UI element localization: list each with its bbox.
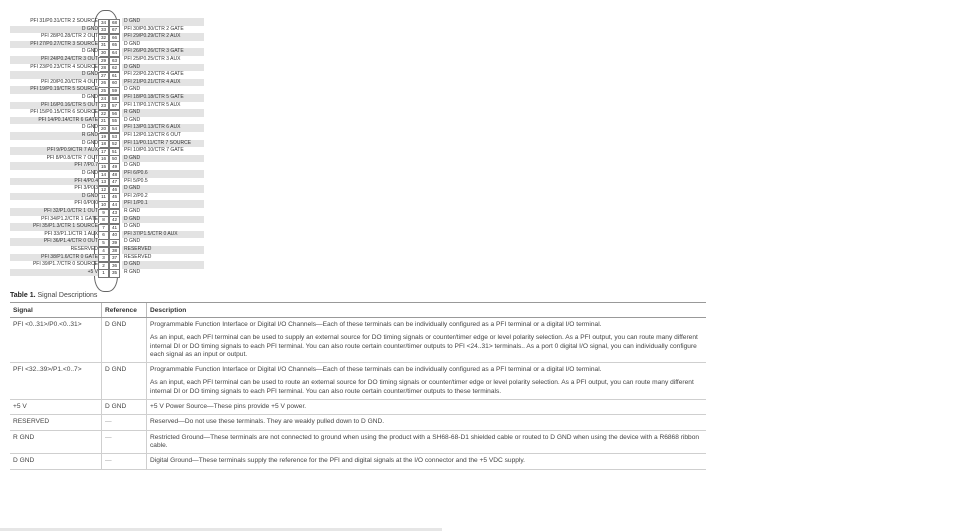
signal-cell: D GND — [10, 454, 102, 469]
pin-number-left: 15 — [98, 163, 109, 171]
pin-label-right: PFI 21/P0.21/CTR 4 AUX — [122, 79, 204, 87]
pin-label-left: D GND — [10, 26, 100, 34]
pin-label-right: PFI 37/P1.5/CTR 0 AUX — [122, 231, 204, 239]
pin-label-left: PFI 28/P0.28/CTR 2 OUT — [41, 33, 98, 40]
pin-label-right: R GND — [124, 268, 141, 275]
pin-number-left: 17 — [98, 148, 109, 156]
pin-row — [10, 216, 210, 224]
pin-label-left: PFI 4/P0.4 — [10, 178, 100, 186]
table-caption-number: Table 1. — [10, 292, 36, 299]
pin-number-right: 57 — [109, 102, 120, 110]
pin-number-right: 39 — [109, 239, 120, 247]
pin-number-left: 2 — [98, 262, 109, 270]
pin-label-right: D GND — [124, 86, 141, 93]
pin-label-left: D GND — [81, 170, 98, 176]
pin-row — [10, 147, 210, 155]
pin-row — [10, 185, 210, 193]
pin-number-left: 7 — [98, 224, 109, 232]
pin-label-right: PFI 22/P0.22/CTR 4 GATE — [124, 71, 184, 78]
pin-row — [10, 94, 210, 102]
pin-label-right: D GND — [124, 223, 141, 230]
pin-label-left: D GND — [10, 193, 100, 201]
pin-label-right: D GND — [122, 216, 204, 224]
pin-label-right: PFI 25/P0.25/CTR 3 AUX — [124, 56, 181, 62]
pin-label-right: R GND — [124, 208, 141, 214]
header-reference: Reference — [102, 303, 147, 318]
reference-cell: D GND — [102, 363, 147, 400]
pin-label-left: PFI 20/P0.20/CTR 4 OUT — [41, 78, 98, 85]
pin-row — [10, 102, 210, 110]
pin-number-left: 22 — [98, 110, 109, 118]
pin-number-right: 68 — [109, 19, 120, 27]
pin-number-right: 36 — [109, 262, 120, 270]
pin-number-right: 61 — [109, 72, 120, 80]
pin-row — [10, 64, 210, 72]
pin-number-left: 20 — [98, 125, 109, 133]
pin-number-left: 24 — [98, 95, 109, 103]
pin-number-left: 8 — [98, 216, 109, 224]
pin-row — [10, 79, 210, 87]
pin-number-right: 63 — [109, 57, 120, 65]
table-row — [10, 400, 706, 415]
description-paragraph: As an input, each PFI terminal can be used to route an external source for DO timing signals or counter/timer edge or level polarity selection. As a PFI output, you can route many different internal DI or DO timing signals to each PFI terminal. You can also route certain counter/timer outputs to these terminals. — [150, 379, 694, 395]
description-cell — [147, 318, 707, 363]
description-cell — [147, 430, 707, 454]
pin-label-left: D GND — [81, 48, 98, 55]
horizontal-scrollbar[interactable] — [0, 528, 442, 531]
pin-label-left: PFI 23/P0.23/CTR 4 SOURCE — [30, 63, 98, 70]
pin-number-right: 44 — [109, 201, 120, 209]
pin-label-left: PFI 32/P1.0/CTR 1 OUT — [10, 208, 100, 216]
pin-label-right: PFI 26/P0.26/CTR 3 GATE — [122, 48, 204, 56]
pin-label-right: D GND — [122, 155, 204, 163]
pin-label-right: D GND — [124, 40, 141, 47]
pin-number-left: 29 — [98, 57, 109, 65]
pin-row — [10, 208, 210, 216]
pin-label-left: D GND — [10, 71, 100, 79]
table-row — [10, 363, 706, 400]
pin-label-right: PFI 13/P0.13/CTR 6 AUX — [122, 124, 204, 132]
pin-number-left: 12 — [98, 186, 109, 194]
description-paragraph: Reserved—Do not use these terminals. They are weakly pulled down to D GND. — [150, 418, 385, 426]
pin-row — [10, 170, 210, 178]
pin-label-left: RESERVED — [70, 246, 98, 252]
pin-number-left: 30 — [98, 49, 109, 57]
description-cell — [147, 454, 707, 469]
table-body — [10, 318, 706, 470]
pin-label-left: PFI 19/P0.19/CTR 5 SOURCE — [10, 86, 100, 94]
pin-number-left: 19 — [98, 133, 109, 141]
pin-label-right: D GND — [122, 18, 204, 26]
pin-number-left: 26 — [98, 79, 109, 87]
pin-number-right: 38 — [109, 247, 120, 255]
signal-cell: PFI <32..39>/P1.<0..7> — [10, 363, 102, 400]
pin-row — [10, 269, 210, 277]
pin-label-right: PFI 2/P0.2 — [124, 192, 148, 199]
pin-label-left: D GND — [81, 139, 98, 146]
pin-row — [10, 26, 210, 34]
reference-cell: — — [102, 430, 147, 454]
pin-number-left: 1 — [98, 269, 109, 277]
pin-label-left: +5 V — [10, 269, 100, 277]
pin-label-left: PFI 36/P1.4/CTR 0 OUT — [10, 238, 100, 246]
pin-number-left: 32 — [98, 34, 109, 42]
reference-cell: D GND — [102, 400, 147, 415]
pin-number-right: 65 — [109, 41, 120, 49]
pin-row — [10, 231, 210, 239]
pin-label-left: PFI 9/P0.9/CTR 7 AUX — [10, 147, 100, 155]
reference-cell: — — [102, 454, 147, 469]
pin-number-right: 45 — [109, 193, 120, 201]
pin-number-left: 18 — [98, 140, 109, 148]
pin-label-right: D GND — [122, 185, 204, 193]
pin-number-right: 58 — [109, 95, 120, 103]
pin-label-right: RESERVED — [124, 253, 152, 260]
pin-label-left: PFI 38/P1.6/CTR 0 GATE — [10, 254, 100, 262]
pin-label-left: PFI 8/P0.8/CTR 7 OUT — [46, 154, 98, 161]
pin-label-left: PFI 35/P1.3/CTR 1 SOURCE — [10, 223, 100, 231]
pin-number-left: 5 — [98, 239, 109, 247]
signal-cell: RESERVED — [10, 415, 102, 430]
table-row — [10, 454, 706, 469]
pin-label-right: PFI 12/P0.12/CTR 6 OUT — [124, 132, 181, 138]
pin-number-right: 56 — [109, 110, 120, 118]
pin-label-left: D GND — [81, 94, 98, 100]
pin-row — [10, 33, 210, 41]
pin-label-left: PFI 16/P0.16/CTR 5 OUT — [10, 102, 100, 110]
pin-label-right: PFI 1/P0.1 — [122, 200, 204, 208]
pin-label-left: PFI 31/P0.31/CTR 2 SOURCE — [30, 18, 98, 24]
signal-cell: R GND — [10, 430, 102, 454]
pin-row — [10, 124, 210, 132]
pin-row — [10, 178, 210, 186]
pin-number-right: 41 — [109, 224, 120, 232]
pin-number-left: 27 — [98, 72, 109, 80]
pin-row — [10, 109, 210, 117]
header-description: Description — [147, 303, 707, 318]
pin-label-right: PFI 18/P0.18/CTR 5 GATE — [122, 94, 204, 102]
pin-row — [10, 140, 210, 148]
pin-number-right: 60 — [109, 79, 120, 87]
pin-row — [10, 117, 210, 125]
pin-label-left: D GND — [81, 124, 98, 131]
pin-number-left: 21 — [98, 117, 109, 125]
description-paragraph: As an input, each PFI terminal can be used to supply an external source for DO timing signals or counter/timer edge or level polarity selection. As a PFI output, you can route many different internal DI or DO timing signals to each PFI terminal. You can also route certain counter/timer outputs to PFI <24..31> terminals.. As a port 0 digital I/O signal, you can individually configure each signal as an input or output. — [150, 334, 698, 358]
pin-label-left: PFI 14/P0.14/CTR 6 GATE — [10, 117, 100, 125]
pin-number-left: 34 — [98, 19, 109, 27]
pin-row — [10, 48, 210, 56]
description-cell — [147, 415, 707, 430]
pin-row — [10, 86, 210, 94]
pin-number-left: 9 — [98, 209, 109, 217]
pin-number-right: 50 — [109, 155, 120, 163]
pin-row — [10, 246, 210, 254]
description-cell — [147, 400, 707, 415]
pin-row — [10, 56, 210, 64]
pin-number-right: 52 — [109, 140, 120, 148]
description-cell — [147, 363, 707, 400]
pin-label-right: R GND — [122, 109, 204, 117]
pin-number-right: 54 — [109, 125, 120, 133]
table-caption-text: Signal Descriptions — [37, 292, 98, 299]
description-paragraph: Restricted Ground—These terminals are not connected to ground when using the product with a SH68-68-D1 shielded cable or routed to D GND when using the device with a R6868 ribbon cable. — [150, 433, 700, 449]
pin-label-left: PFI 33/P1.1/CTR 1 AUX — [44, 230, 98, 237]
table-row — [10, 430, 706, 454]
pin-number-right: 37 — [109, 254, 120, 262]
pin-number-left: 31 — [98, 41, 109, 49]
pin-label-right: PFI 6/P0.6 — [122, 170, 204, 178]
pin-number-right: 67 — [109, 26, 120, 34]
pin-row — [10, 71, 210, 79]
pin-number-left: 23 — [98, 102, 109, 110]
pin-label-right: D GND — [124, 116, 141, 123]
header-signal: Signal — [10, 303, 102, 318]
pin-row — [10, 238, 210, 246]
connector-pinout-diagram — [10, 18, 210, 288]
pin-number-left: 13 — [98, 178, 109, 186]
table-row — [10, 318, 706, 363]
pin-number-left: 3 — [98, 254, 109, 262]
table-row — [10, 415, 706, 430]
pin-number-right: 64 — [109, 49, 120, 57]
reference-cell: D GND — [102, 318, 147, 363]
pin-label-right: D GND — [122, 64, 204, 72]
pin-row — [10, 223, 210, 231]
table-header-row — [10, 303, 706, 318]
pin-row — [10, 261, 210, 269]
pin-number-right: 46 — [109, 186, 120, 194]
pin-number-right: 51 — [109, 148, 120, 156]
description-paragraph: Digital Ground—These terminals supply the reference for the PFI and digital signals at the I/O connector and the +5 VDC supply. — [150, 457, 526, 465]
pin-label-left: PFI 15/P0.15/CTR 6 SOURCE — [30, 109, 98, 116]
pin-label-right: RESERVED — [122, 246, 204, 254]
pin-label-left: R GND — [10, 132, 100, 140]
pin-number-left: 10 — [98, 201, 109, 209]
pin-number-right: 40 — [109, 231, 120, 239]
pin-row — [10, 193, 210, 201]
description-paragraph: Programmable Function Interface or Digital I/O Channels—Each of these terminals can be individually configured as a PFI terminal or a digital I/O terminal. — [150, 366, 602, 374]
pin-number-left: 33 — [98, 26, 109, 34]
description-paragraph: +5 V Power Source—These pins provide +5 V power. — [150, 403, 307, 411]
pin-number-right: 53 — [109, 133, 120, 141]
pin-row — [10, 162, 210, 170]
pin-label-right: PFI 5/P0.5 — [124, 177, 148, 184]
pin-row — [10, 41, 210, 49]
pin-label-right: D GND — [124, 162, 141, 169]
pin-label-left: PFI 3/P0.3 — [74, 185, 98, 192]
pin-label-left: PFI 7/P0.7 — [10, 162, 100, 170]
table-caption — [10, 292, 97, 299]
pin-number-right: 42 — [109, 216, 120, 224]
pin-number-right: 49 — [109, 163, 120, 171]
signal-descriptions-table — [10, 302, 706, 470]
pin-number-right: 59 — [109, 87, 120, 95]
pin-number-left: 14 — [98, 171, 109, 179]
pin-label-right: PFI 29/P0.29/CTR 2 AUX — [122, 33, 204, 41]
pin-label-left: PFI 24/P0.24/CTR 3 OUT — [10, 56, 100, 64]
pin-number-left: 4 — [98, 247, 109, 255]
pin-label-right: PFI 17/P0.17/CTR 5 AUX — [124, 101, 181, 108]
pin-number-left: 28 — [98, 64, 109, 72]
pin-label-left: PFI 0/P0.0 — [74, 200, 98, 207]
pin-number-right: 62 — [109, 64, 120, 72]
pin-row — [10, 254, 210, 262]
signal-cell: PFI <0..31>/P0.<0..31> — [10, 318, 102, 363]
pin-label-right: D GND — [122, 261, 204, 269]
pin-label-right: PFI 11/P0.11/CTR 7 SOURCE — [122, 140, 204, 148]
pin-label-left: PFI 27/P0.27/CTR 3 SOURCE — [10, 41, 100, 49]
pin-label-left: PFI 39/P1.7/CTR 0 SOURCE — [32, 261, 98, 268]
pin-label-right: PFI 10/P0.10/CTR 7 GATE — [124, 147, 184, 154]
pin-number-left: 11 — [98, 193, 109, 201]
pin-number-left: 6 — [98, 231, 109, 239]
description-paragraph: Programmable Function Interface or Digital I/O Channels—Each of these terminals can be individually configured as a PFI terminal or a digital I/O terminal. — [150, 321, 602, 328]
pin-number-left: 25 — [98, 87, 109, 95]
pin-number-right: 66 — [109, 34, 120, 42]
pin-number-left: 16 — [98, 155, 109, 163]
pin-row — [10, 200, 210, 208]
pin-number-right: 47 — [109, 178, 120, 186]
pin-label-left: PFI 34/P1.2/CTR 1 GATE — [41, 215, 98, 222]
reference-cell: — — [102, 415, 147, 430]
pin-label-right: D GND — [124, 238, 141, 245]
pin-number-right: 43 — [109, 209, 120, 217]
pin-number-right: 35 — [109, 269, 120, 277]
pin-number-right: 48 — [109, 171, 120, 179]
pin-number-right: 55 — [109, 117, 120, 125]
signal-cell: +5 V — [10, 400, 102, 415]
pin-row — [10, 155, 210, 163]
pin-row — [10, 132, 210, 140]
pin-row — [10, 18, 210, 26]
pin-label-right: PFI 30/P0.30/CTR 2 GATE — [124, 25, 184, 32]
